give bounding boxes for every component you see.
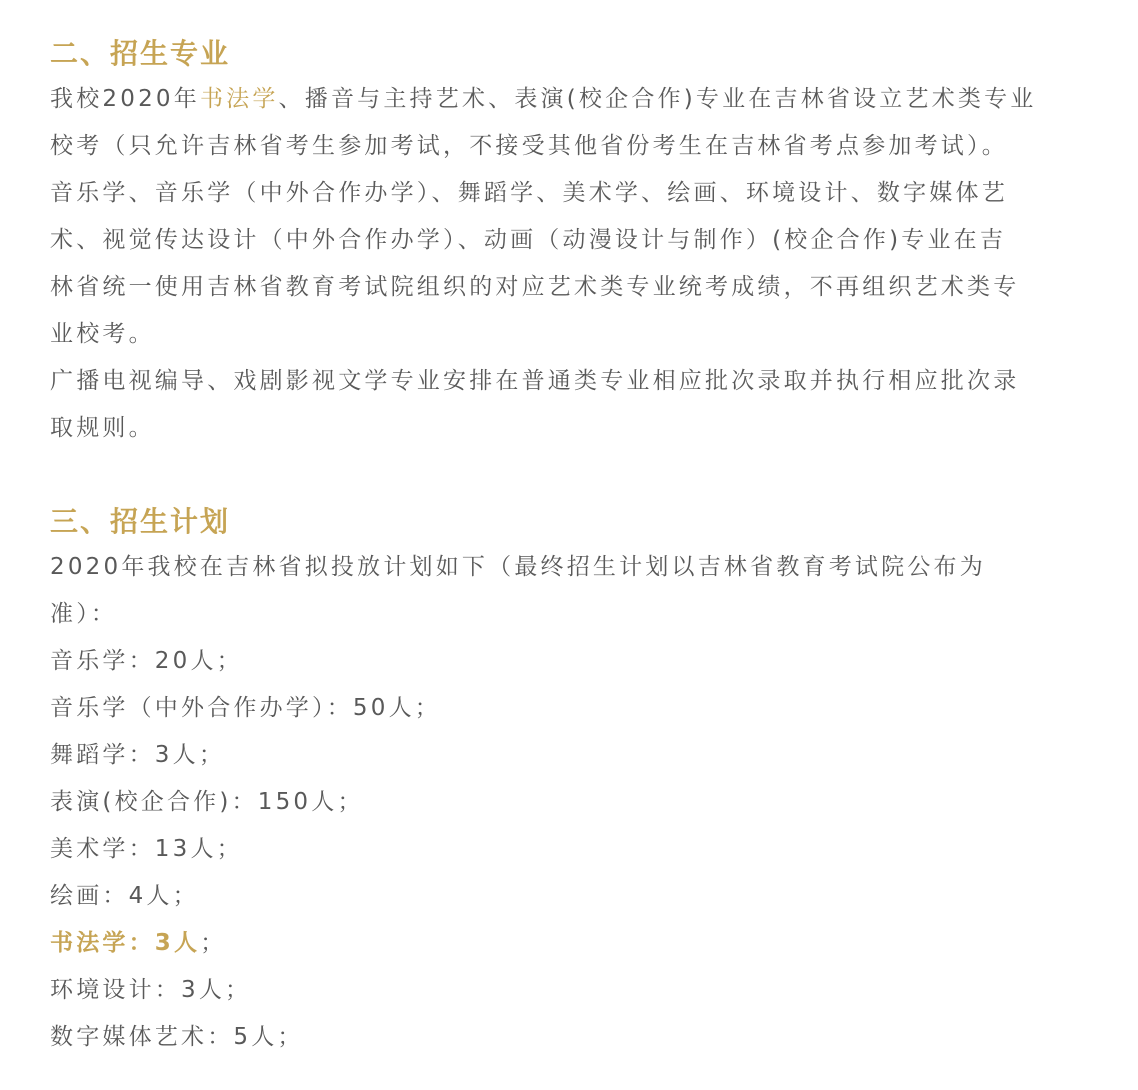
majors-para2-line3: 林省统一使用吉林省教育考试院组织的对应艺术类专业统考成绩，不再组织艺术类专 xyxy=(50,274,1020,300)
majors-para1-line1 xyxy=(50,76,1098,123)
plan-item-painting: 绘画：4人； xyxy=(50,883,199,909)
plan-item-music-joint: 音乐学（中外合作办学）：50人； xyxy=(50,695,441,721)
plan-item-music: 音乐学：20人； xyxy=(50,648,243,674)
majors-para1-line1-prefix: 我校2020年 xyxy=(50,86,200,112)
calligraphy-highlight: 书法学 xyxy=(199,86,279,112)
section-spacer xyxy=(50,452,1098,500)
plan-item-performance: 表演(校企合作)：150人； xyxy=(50,789,364,815)
plan-item-dance: 舞蹈学：3人； xyxy=(50,742,226,768)
section-heading-majors: 二、招生专业 xyxy=(50,37,231,70)
majors-para1-line1-suffix: 、播音与主持艺术、表演(校企合作)专业在吉林省设立艺术类专业 xyxy=(278,86,1037,112)
majors-para2-line4: 业校考。 xyxy=(50,321,155,347)
plan-intro-line2: 准）： xyxy=(50,601,118,627)
plan-item-calligraphy-suffix: ； xyxy=(200,930,227,956)
plan-item-calligraphy-highlight: 书法学：3人 xyxy=(50,930,201,956)
majors-para2-line1: 音乐学、音乐学（中外合作办学）、舞蹈学、美术学、绘画、环境设计、数字媒体艺 xyxy=(50,180,1008,206)
plan-item-fine-arts: 美术学：13人； xyxy=(50,836,243,862)
plan-item-environment-design: 环境设计：3人； xyxy=(50,977,252,1003)
plan-item-calligraphy xyxy=(50,920,1098,967)
majors-para3-line2: 取规则。 xyxy=(50,415,155,441)
plan-item-digital-media: 数字媒体艺术：5人； xyxy=(50,1024,304,1050)
majors-para2-line2: 术、视觉传达设计（中外合作办学）、动画（动漫设计与制作）(校企合作)专业在吉 xyxy=(50,227,1007,253)
majors-para1-line2: 校考（只允许吉林省考生参加考试，不接受其他省份考生在吉林省考点参加考试）。 xyxy=(50,133,1008,159)
section-heading-plan: 三、招生计划 xyxy=(50,505,231,538)
majors-para3-line1: 广播电视编导、戏剧影视文学专业安排在普通类专业相应批次录取并执行相应批次录 xyxy=(50,368,1020,394)
plan-intro-line1: 2020年我校在吉林省拟投放计划如下（最终招生计划以吉林省教育考试院公布为 xyxy=(50,554,986,580)
